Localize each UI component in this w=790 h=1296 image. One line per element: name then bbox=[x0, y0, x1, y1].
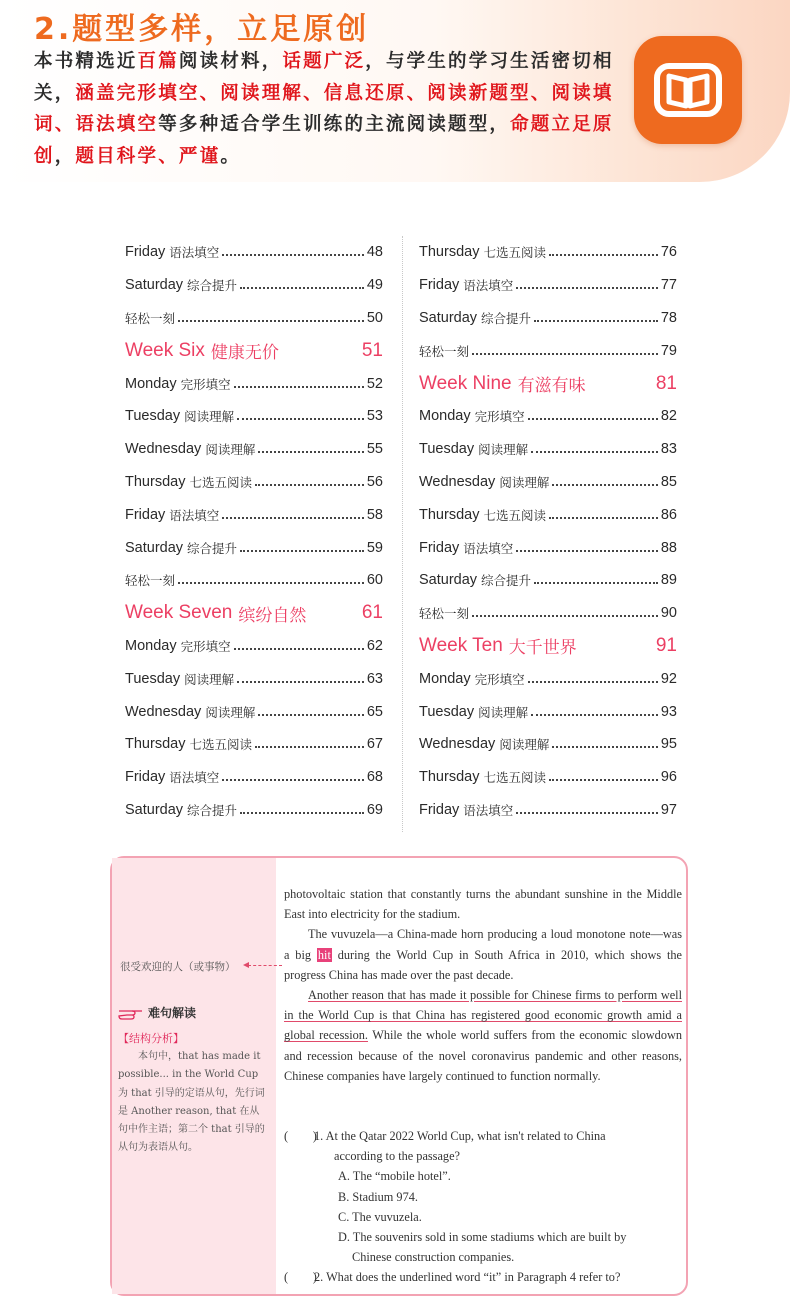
banner-description bbox=[34, 46, 614, 172]
toc-leader-dots bbox=[534, 320, 658, 322]
toc-leader-dots bbox=[531, 451, 658, 453]
toc-page-number: 53 bbox=[366, 408, 383, 425]
word-gloss: 很受欢迎的人（或事物） bbox=[120, 961, 236, 973]
toc-leader-dots bbox=[237, 681, 364, 683]
toc-leader-dots bbox=[528, 418, 658, 420]
banner-text: 等多种适合学生训练的主流阅读题型， bbox=[158, 114, 511, 135]
toc-day: Saturday bbox=[125, 801, 184, 818]
toc-page-number: 79 bbox=[660, 342, 677, 359]
toc-left-column bbox=[125, 236, 383, 826]
toc-day: Week Seven bbox=[125, 602, 233, 624]
toc-page-number: 50 bbox=[366, 309, 383, 326]
toc-page-number: 52 bbox=[366, 375, 383, 392]
toc-section: 七选五阅读 bbox=[483, 770, 546, 786]
banner-text: ， bbox=[54, 145, 76, 167]
toc-day: Wednesday bbox=[419, 473, 496, 490]
toc-leader-dots bbox=[234, 648, 364, 650]
toc-leader-dots bbox=[240, 550, 364, 552]
toc-entry bbox=[419, 662, 677, 695]
toc-section: 综合提升 bbox=[481, 310, 532, 326]
passage-text bbox=[284, 884, 682, 1086]
toc-leader-dots bbox=[516, 812, 658, 814]
toc-entry bbox=[125, 531, 383, 564]
toc-leader-dots bbox=[237, 418, 364, 420]
toc-day: Friday bbox=[125, 769, 166, 786]
toc-page-number: 69 bbox=[366, 801, 383, 818]
toc-day: Wednesday bbox=[125, 703, 202, 720]
toc-day: Thursday bbox=[419, 506, 480, 523]
toc-section: 阅读理解 bbox=[478, 704, 529, 720]
toc-page-number: 76 bbox=[660, 244, 677, 261]
toc-section: 七选五阅读 bbox=[189, 474, 252, 490]
toc-page-number: 63 bbox=[366, 670, 383, 687]
gloss-arrow bbox=[248, 965, 282, 966]
highlight-phrase: 涵盖完形填空、阅读理解、信息还原、阅读新题型、阅读填词、语法填空 bbox=[34, 82, 614, 135]
difficult-sentence-title: 难句解读 bbox=[148, 1006, 197, 1020]
toc-section: 综合提升 bbox=[187, 278, 238, 294]
toc-entry bbox=[125, 728, 383, 761]
toc-leader-dots bbox=[255, 484, 364, 486]
toc-leader-dots bbox=[234, 386, 364, 388]
toc-day: Friday bbox=[419, 539, 460, 556]
toc-leader-dots bbox=[531, 714, 658, 716]
toc-page-number: 82 bbox=[660, 408, 677, 425]
toc-section: 完形填空 bbox=[474, 671, 525, 687]
promo-banner bbox=[0, 0, 790, 182]
highlight-phrase: 题目科学、严谨 bbox=[75, 145, 221, 167]
toc-section: 阅读理解 bbox=[205, 704, 256, 720]
toc-entry bbox=[125, 794, 383, 827]
pointing-hand-icon bbox=[118, 1006, 144, 1020]
toc-entry bbox=[125, 498, 383, 531]
toc-day: Monday bbox=[419, 408, 471, 425]
toc-page-number: 77 bbox=[660, 277, 677, 294]
toc-entry bbox=[419, 531, 677, 564]
toc-entry bbox=[125, 367, 383, 400]
banner-text: 。 bbox=[220, 145, 242, 167]
toc-page-number: 60 bbox=[366, 572, 383, 589]
toc-section: 健康无价 bbox=[210, 343, 279, 364]
highlight-phrase: 百篇 bbox=[137, 51, 179, 72]
toc-day: Monday bbox=[125, 637, 177, 654]
toc-entry bbox=[419, 334, 677, 367]
toc-day: Thursday bbox=[419, 244, 480, 261]
toc-entry bbox=[419, 269, 677, 302]
toc-day: Tuesday bbox=[419, 703, 475, 720]
toc-section: 阅读理解 bbox=[184, 409, 235, 425]
highlight-phrase: 命题立足原创 bbox=[34, 114, 614, 167]
toc-section: 语法填空 bbox=[463, 278, 514, 294]
toc-page-number: 97 bbox=[660, 801, 677, 818]
toc-entry bbox=[419, 761, 677, 794]
toc-entry bbox=[125, 400, 383, 433]
toc-section: 完形填空 bbox=[180, 376, 231, 392]
question-stem: 1. At the Qatar 2022 World Cup, what isn't related to China bbox=[314, 1129, 606, 1143]
toc-leader-dots bbox=[258, 714, 364, 716]
toc-day: Week Six bbox=[125, 339, 205, 361]
toc-day: Wednesday bbox=[419, 736, 496, 753]
paragraph: The vuvuzela—a China-made horn producing a loud monotone note—was a big hit during the World Cup in South Africa in 2010, which shows the progress China has made over the past decade. bbox=[284, 927, 682, 982]
toc-page-number: 49 bbox=[366, 277, 383, 294]
difficult-sentence-header bbox=[118, 1004, 196, 1021]
toc-leader-dots bbox=[222, 517, 364, 519]
option-c: C. The vuvuzela. bbox=[338, 1209, 422, 1224]
toc-page-number: 93 bbox=[660, 703, 677, 720]
toc-section: 完形填空 bbox=[180, 638, 231, 654]
toc-section: 大千世界 bbox=[508, 638, 577, 659]
toc-day: Week Ten bbox=[419, 634, 503, 656]
toc-leader-dots bbox=[549, 517, 658, 519]
toc-section: 轻松一刻 bbox=[419, 606, 470, 622]
toc-section: 语法填空 bbox=[463, 802, 514, 818]
toc-page-number: 88 bbox=[660, 539, 677, 556]
highlighted-word: hit bbox=[317, 947, 331, 962]
toc-entry bbox=[125, 466, 383, 499]
toc-section: 阅读理解 bbox=[499, 737, 550, 753]
toc-page-number: 65 bbox=[366, 703, 383, 720]
highlight-phrase: 话题广泛 bbox=[282, 51, 366, 72]
toc-page-number: 48 bbox=[366, 244, 383, 261]
underlined-sentence: Another reason that has made it possible for Chinese firms to perform well in the World Cup is that China has registered good economic growth amid a global recession. bbox=[284, 988, 682, 1043]
banner-title: 2.题型多样，立足原创 bbox=[34, 12, 370, 47]
toc-section: 阅读理解 bbox=[478, 442, 529, 458]
toc-day: Tuesday bbox=[419, 441, 475, 458]
toc-week-heading bbox=[125, 334, 383, 367]
toc-day: Wednesday bbox=[125, 441, 202, 458]
toc-leader-dots bbox=[472, 353, 658, 355]
toc-leader-dots bbox=[549, 779, 658, 781]
toc-page-number: 78 bbox=[660, 309, 677, 326]
toc-page-number: 86 bbox=[660, 506, 677, 523]
question-stem-continued: according to the passage? bbox=[334, 1149, 460, 1164]
toc-right-column bbox=[419, 236, 677, 826]
toc-entry bbox=[419, 794, 677, 827]
structure-analysis-text: 本句中，that has made it possible... in the World Cup 为 that 引导的定语从句，先行词是 Another reason, that 在从句中作主语；第二个 that 引导的从句为表语从句。 bbox=[118, 1051, 265, 1154]
toc-page-number: 62 bbox=[366, 637, 383, 654]
toc-day: Monday bbox=[419, 670, 471, 687]
toc-section: 缤纷自然 bbox=[238, 605, 307, 626]
toc-entry bbox=[419, 466, 677, 499]
toc-section: 语法填空 bbox=[169, 507, 220, 523]
toc-entry bbox=[419, 236, 677, 269]
toc-day: Week Nine bbox=[419, 372, 512, 394]
toc-day: Friday bbox=[125, 244, 166, 261]
answer-blank: ( ) bbox=[284, 1129, 317, 1143]
banner-text: 本书精选近 bbox=[34, 51, 138, 72]
toc-day: Monday bbox=[125, 375, 177, 392]
toc-page-number: 90 bbox=[660, 605, 677, 622]
toc-entry bbox=[419, 400, 677, 433]
toc-section: 轻松一刻 bbox=[125, 310, 176, 326]
toc-page-number: 58 bbox=[366, 506, 383, 523]
toc-entry bbox=[419, 564, 677, 597]
toc-week-heading bbox=[419, 630, 677, 663]
toc-day: Friday bbox=[419, 801, 460, 818]
option-d: D. The souvenirs sold in some stadiums which are built by bbox=[338, 1230, 627, 1245]
toc-leader-dots bbox=[240, 287, 364, 289]
toc-section: 有滋有味 bbox=[517, 376, 586, 397]
question-1 bbox=[284, 1126, 682, 1146]
toc-leader-dots bbox=[255, 746, 364, 748]
toc-entry bbox=[419, 695, 677, 728]
toc-entry bbox=[419, 302, 677, 335]
toc-page-number: 91 bbox=[655, 634, 677, 656]
toc-entry bbox=[125, 695, 383, 728]
toc-day: Tuesday bbox=[125, 408, 181, 425]
toc-page-number: 81 bbox=[655, 372, 677, 394]
toc-page-number: 55 bbox=[366, 441, 383, 458]
toc-week-heading bbox=[125, 597, 383, 630]
banner-text: ，与学生的学习生活密切相关， bbox=[34, 51, 614, 104]
toc-page-number: 56 bbox=[366, 473, 383, 490]
toc-entry bbox=[125, 302, 383, 335]
toc-section: 综合提升 bbox=[187, 540, 238, 556]
column-divider bbox=[402, 236, 403, 832]
toc-leader-dots bbox=[178, 582, 364, 584]
toc-page-number: 95 bbox=[660, 736, 677, 753]
option-b: B. Stadium 974. bbox=[338, 1189, 418, 1204]
option-a: A. The “mobile hotel”. bbox=[338, 1169, 451, 1184]
toc-week-heading bbox=[419, 367, 677, 400]
toc-page-number: 68 bbox=[366, 769, 383, 786]
toc-leader-dots bbox=[258, 451, 364, 453]
structure-analysis-tag: 【结构分析】 bbox=[118, 1032, 184, 1045]
toc-section: 语法填空 bbox=[463, 540, 514, 556]
toc-leader-dots bbox=[516, 550, 658, 552]
question-2 bbox=[284, 1267, 682, 1287]
answer-blank: ( ) bbox=[284, 1270, 317, 1285]
toc-section: 综合提升 bbox=[481, 573, 532, 589]
toc-section: 阅读理解 bbox=[184, 671, 235, 687]
toc-leader-dots bbox=[472, 615, 658, 617]
annotation-sidebar bbox=[112, 858, 276, 1294]
toc-entry bbox=[419, 433, 677, 466]
toc-leader-dots bbox=[552, 746, 658, 748]
toc-leader-dots bbox=[222, 779, 364, 781]
toc-entry bbox=[419, 498, 677, 531]
toc-leader-dots bbox=[534, 582, 658, 584]
table-of-contents bbox=[0, 236, 790, 836]
toc-entry bbox=[125, 564, 383, 597]
toc-entry bbox=[125, 761, 383, 794]
toc-page-number: 59 bbox=[366, 539, 383, 556]
toc-section: 完形填空 bbox=[474, 409, 525, 425]
toc-leader-dots bbox=[178, 320, 364, 322]
toc-leader-dots bbox=[222, 254, 364, 256]
toc-entry bbox=[125, 630, 383, 663]
toc-page-number: 83 bbox=[660, 441, 677, 458]
toc-entry bbox=[125, 433, 383, 466]
toc-section: 轻松一刻 bbox=[419, 343, 470, 359]
toc-day: Friday bbox=[125, 506, 166, 523]
banner-text: 阅读材料， bbox=[178, 51, 283, 72]
toc-leader-dots bbox=[528, 681, 658, 683]
toc-page-number: 89 bbox=[660, 572, 677, 589]
toc-section: 语法填空 bbox=[169, 770, 220, 786]
toc-entry bbox=[125, 269, 383, 302]
toc-page-number: 92 bbox=[660, 670, 677, 687]
toc-section: 七选五阅读 bbox=[483, 245, 546, 261]
toc-page-number: 51 bbox=[361, 339, 383, 361]
toc-day: Saturday bbox=[419, 572, 478, 589]
toc-leader-dots bbox=[516, 287, 658, 289]
toc-day: Thursday bbox=[125, 736, 186, 753]
toc-page-number: 85 bbox=[660, 473, 677, 490]
toc-section: 综合提升 bbox=[187, 802, 238, 818]
toc-section: 语法填空 bbox=[169, 245, 220, 261]
toc-entry bbox=[419, 597, 677, 630]
toc-day: Friday bbox=[419, 277, 460, 294]
paragraph: photovoltaic station that constantly turns the abundant sunshine in the Middle East into electricity for the stadium. bbox=[284, 887, 682, 922]
question-stem: 2. What does the underlined word “it” in Paragraph 4 refer to? bbox=[314, 1270, 621, 1285]
toc-page-number: 96 bbox=[660, 769, 677, 786]
toc-entry bbox=[125, 236, 383, 269]
toc-day: Saturday bbox=[419, 309, 478, 326]
toc-day: Saturday bbox=[125, 277, 184, 294]
toc-leader-dots bbox=[552, 484, 658, 486]
toc-day: Tuesday bbox=[125, 670, 181, 687]
toc-leader-dots bbox=[240, 812, 364, 814]
toc-section: 阅读理解 bbox=[205, 442, 256, 458]
toc-page-number: 61 bbox=[361, 602, 383, 624]
toc-section: 阅读理解 bbox=[499, 474, 550, 490]
book-page-sample bbox=[110, 856, 688, 1296]
toc-entry bbox=[125, 662, 383, 695]
toc-section: 七选五阅读 bbox=[483, 507, 546, 523]
option-d-continued: Chinese construction companies. bbox=[352, 1250, 515, 1265]
toc-section: 七选五阅读 bbox=[189, 737, 252, 753]
toc-leader-dots bbox=[549, 254, 658, 256]
toc-day: Saturday bbox=[125, 539, 184, 556]
toc-entry bbox=[419, 728, 677, 761]
toc-day: Thursday bbox=[419, 769, 480, 786]
paragraph: Another reason that has made it possible for Chinese firms to perform well in the World Cup is that China has registered good economic growth amid a global recession. While the whole world suffers from the economic slowdown and recession because of the novel coronavirus pandemic and other reasons, Chinese companies have largely continued to function normally. bbox=[284, 988, 682, 1083]
toc-day: Thursday bbox=[125, 473, 186, 490]
toc-page-number: 67 bbox=[366, 736, 383, 753]
toc-section: 轻松一刻 bbox=[125, 573, 176, 589]
open-book-icon bbox=[634, 36, 742, 144]
question-list bbox=[284, 1126, 682, 1288]
